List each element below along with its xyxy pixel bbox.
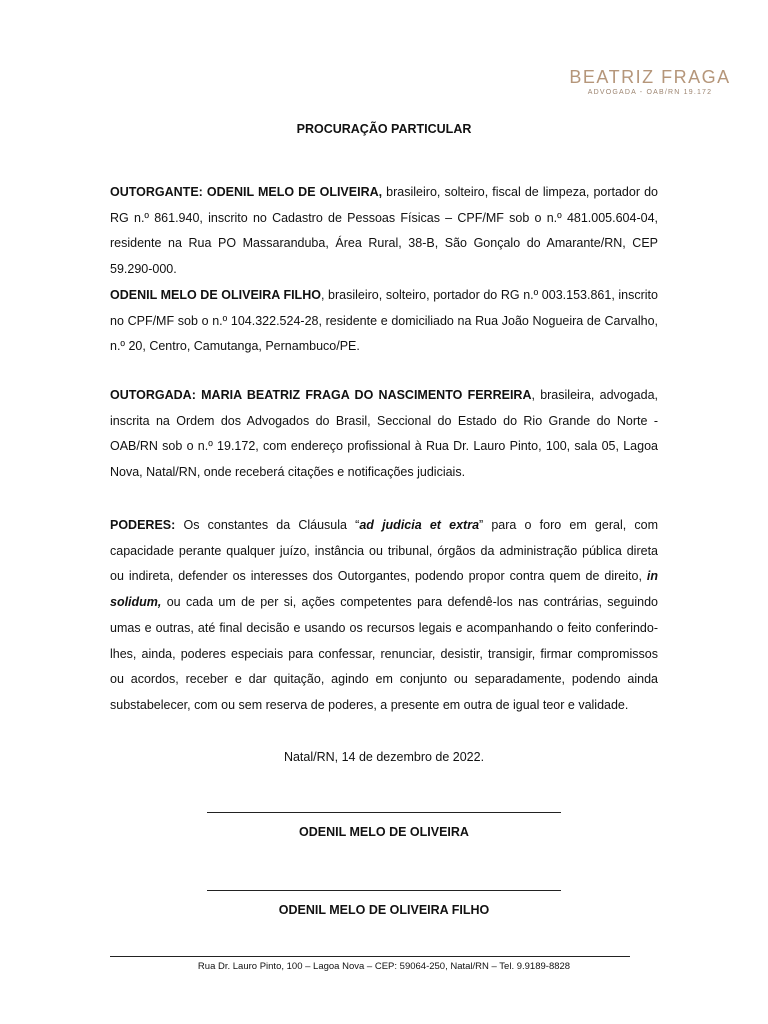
outorgada-text: , brasileira, advogada, inscrita na Ordem dos Advogados do Brasil, Seccional do Estado do Rio Grande do Norte - OAB/RN sob o n.º 19.172, com endereço profissional à Rua Dr. Lauro Pinto, 100, sala 05, Lagoa Nova, Natal/RN, onde receberá citações e notificações judiciais. bbox=[110, 388, 658, 480]
signature-line-1 bbox=[207, 812, 561, 813]
logo-name: BEATRIZ FRAGA bbox=[569, 67, 731, 87]
signature-line-2 bbox=[207, 890, 561, 891]
poderes-text-2: ” para o foro em geral, com capacidade perante qualquer juízo, instância ou tribunal, órgãos da administração pública direta ou indireta, defender os interesses dos Outorgantes, podendo propor contra quem de direito, bbox=[110, 518, 658, 584]
footer-divider bbox=[110, 956, 630, 957]
signature-name-2: ODENIL MELO DE OLIVEIRA FILHO bbox=[278, 903, 490, 917]
logo-subtitle: ADVOGADA - OAB/RN 19.172 bbox=[587, 89, 713, 96]
outorgante-name-2: ODENIL MELO DE OLIVEIRA FILHO bbox=[110, 287, 321, 302]
firm-logo bbox=[560, 66, 740, 98]
outorgante-paragraph bbox=[110, 180, 658, 360]
poderes-label: PODERES: bbox=[110, 518, 176, 532]
outorgante-name-1: ODENIL MELO DE OLIVEIRA, bbox=[206, 185, 383, 199]
poderes-text-3: ou cada um de per si, ações competentes para defendê-los nas contrárias, seguindo umas e outras, até final decisão e usando os recursos legais e acompanhando o feito conferindo-lhes, ainda, poderes especiais para confessar, renunciar, desistir, transigir, firmar compromissos ou acordos, receber e dar quitação, agindo em conjunto ou separadamente, podendo ainda substabelecer, com ou sem reserva de poderes, a presente em outra de igual teor e validade. bbox=[110, 595, 658, 712]
document-date: Natal/RN, 14 de dezembro de 2022. bbox=[283, 750, 485, 764]
poderes-paragraph bbox=[110, 513, 658, 719]
outorgada-label: OUTORGADA: bbox=[110, 388, 196, 402]
outorgante-text-2: , brasileiro, solteiro, portador do RG n.º 003.153.861, inscrito no CPF/MF sob o n.º 104.322.524-28, residente e domiciliado na Rua João Nogueira de Carvalho, n.º 20, Centro, Camutanga, Pernambuco/PE. bbox=[110, 287, 658, 354]
outorgante-label: OUTORGANTE: bbox=[110, 185, 203, 199]
outorgada-name: MARIA BEATRIZ FRAGA DO NASCIMENTO FERREIRA bbox=[201, 388, 532, 402]
footer-address: Rua Dr. Lauro Pinto, 100 – Lagoa Nova – CEP: 59064-250, Natal/RN – Tel. 9.9189-8828 bbox=[197, 961, 571, 972]
outorgante-text-1: brasileiro, solteiro, fiscal de limpeza, portador do RG n.º 861.940, inscrito no Cadastro de Pessoas Físicas – CPF/MF sob o n.º 481.005.604-04, residente na Rua PO Massaranduba, Área Rural, 38-B, São Gonçalo do Amarante/RN, CEP 59.290-000. bbox=[110, 185, 658, 277]
poderes-clause: ad judicia et extra bbox=[359, 518, 480, 532]
poderes-solidum: in solidum, bbox=[110, 569, 658, 610]
document-title: PROCURAÇÃO PARTICULAR bbox=[296, 122, 472, 136]
poderes-text-1: Os constantes da Cláusula “ bbox=[175, 518, 360, 532]
signature-name-1: ODENIL MELO DE OLIVEIRA bbox=[299, 825, 469, 839]
outorgada-paragraph bbox=[110, 383, 658, 486]
